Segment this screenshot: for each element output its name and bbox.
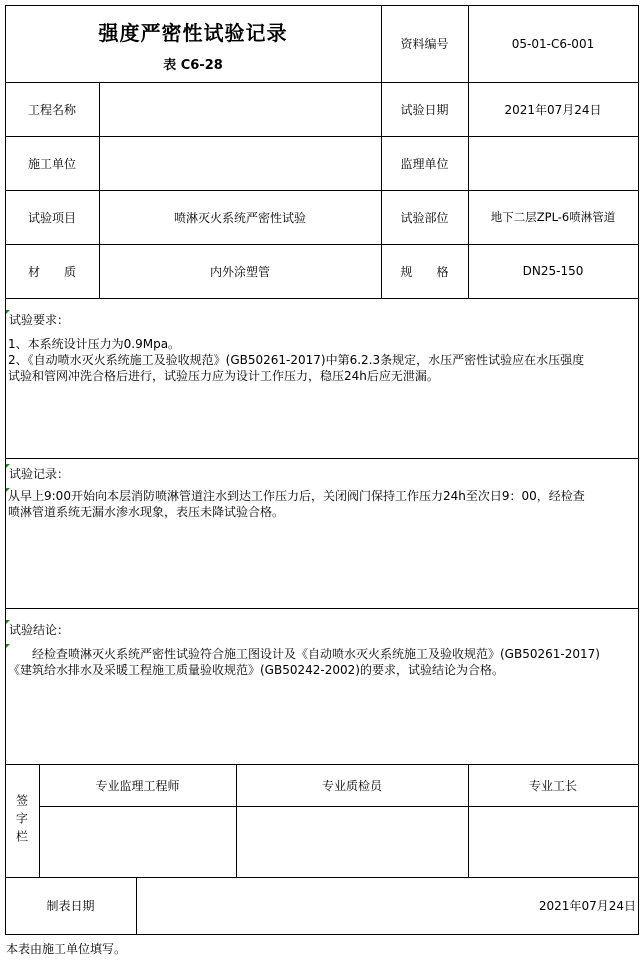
form-number: 表 C6-28 [163,57,223,73]
record-line: 从早上9:00开始向本层消防喷淋管道注水到达工作压力后，关闭阀门保持工作压力24h至次日9：00，经检查 [8,489,585,503]
test-location-label: 试验部位 [400,210,449,225]
requirements-text [8,336,634,384]
form-date-label: 制表日期 [46,899,95,913]
supervision-unit-label: 监理单位 [400,156,449,171]
test-item-label: 试验项目 [27,210,76,225]
table-border-right [638,5,639,935]
spec-value: DN25-150 [522,264,584,278]
row-line [5,458,639,459]
signature-col-inspector: 专业质检员 [321,778,382,793]
conclusion-text [8,646,634,678]
row-line [5,608,639,609]
requirements-line: 1、本系统设计压力为0.9Mpa。 [8,337,181,351]
test-date-value: 2021年07月24日 [504,102,602,117]
requirements-line: 试验和管网冲洗合格后进行，试验压力应为设计工作压力，稳压24h后应无泄漏。 [8,369,439,383]
footer-note: 本表由施工单位填写。 [6,942,127,956]
project-name-value [99,82,381,136]
material-value: 内外涂塑管 [209,264,270,279]
spec-label: 规 格 [400,264,449,279]
record-text [8,488,634,520]
supervision-unit-value [468,136,638,190]
record-line: 喷淋管道系统无漏水渗水现象，表压未降试验合格。 [8,505,285,519]
test-item-value: 喷淋灭火系统严密性试验 [173,210,306,225]
test-date-label: 试验日期 [400,102,449,117]
signature-side-label: 签字栏 [14,793,29,848]
conclusion-title: 试验结论： [9,623,70,637]
signature-col-foreman: 专业工长 [528,778,577,793]
project-name-label: 工程名称 [27,102,76,117]
record-title: 试验记录： [9,467,70,481]
form-date-value: 2021年07月24日 [538,899,636,913]
page-title: 强度严密性试验记录 [98,20,288,45]
material-label: 材 质 [27,264,76,279]
signature-col-supervisor: 专业监理工程师 [95,778,180,793]
conclusion-line: 经检查喷淋灭火系统严密性试验符合施工图设计及《自动喷水灭火系统施工及验收规范》(GB50261-2017) [8,647,600,661]
row-line [39,806,639,807]
requirements-title: 试验要求： [9,313,70,327]
row-line [5,298,639,299]
construction-unit-value [99,136,381,190]
test-location-value: 地下二层ZPL-6喷淋管道 [490,210,616,224]
doc-number-value: 05-01-C6-001 [511,36,595,51]
conclusion-line: 《建筑给水排水及采暖工程施工质量验收规范》(GB50242-2002)的要求，试验结论为合格。 [8,663,504,677]
construction-unit-label: 施工单位 [27,156,76,171]
table-border-bottom [5,934,639,935]
requirements-line: 2、《自动喷水灭火系统施工及验收规范》(GB50261-2017)中第6.2.3条规定，水压严密性试验应在水压强度 [8,353,585,367]
doc-number-label: 资料编号 [400,37,449,51]
